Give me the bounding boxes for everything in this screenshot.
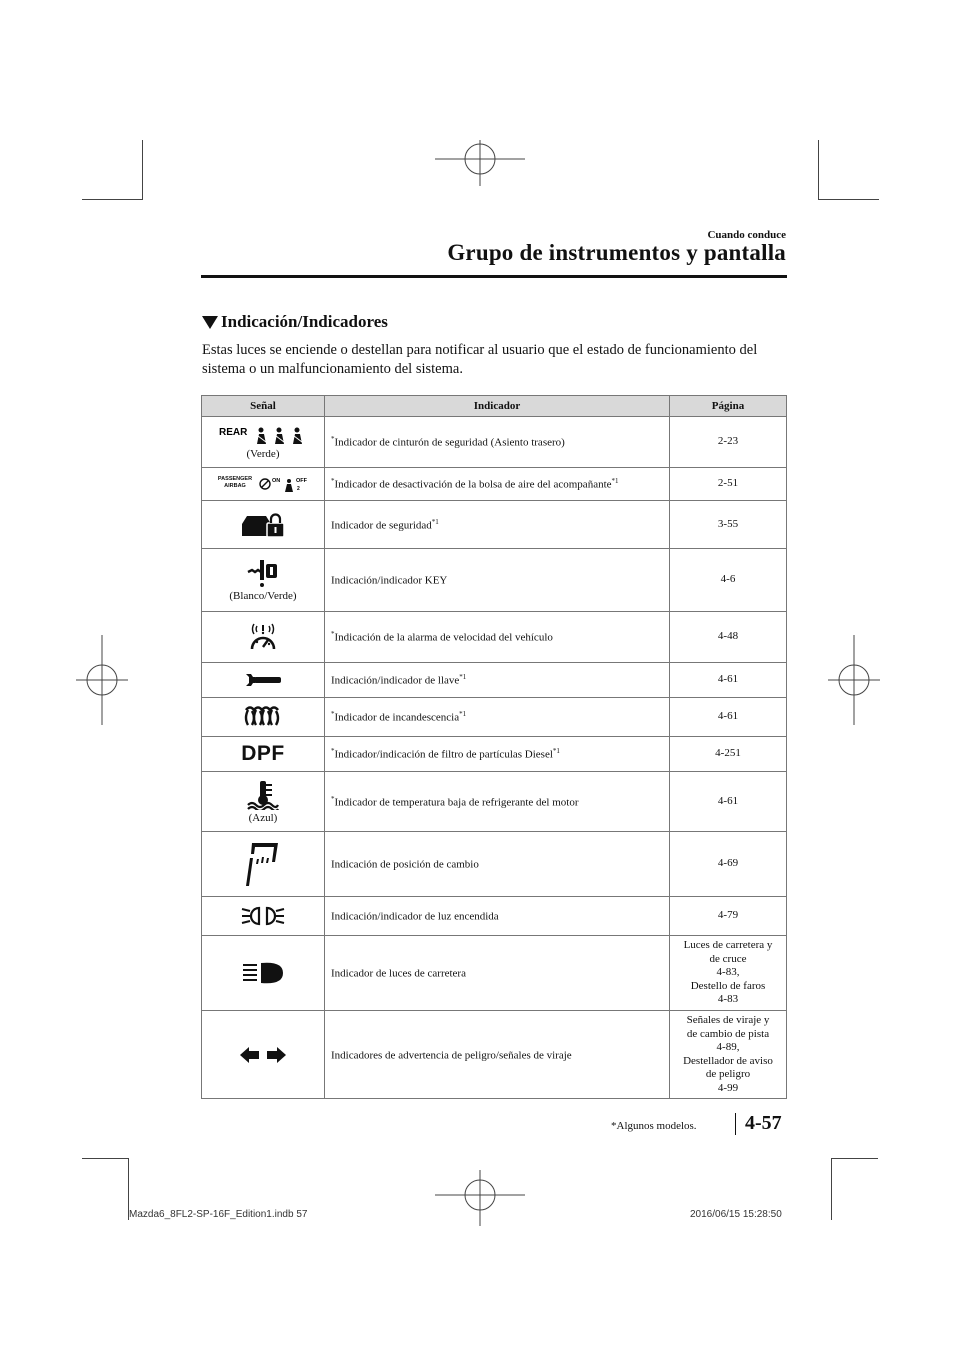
dpf-icon: DPF	[241, 742, 285, 765]
indicator-text: Indicación de la alarma de velocidad del vehículo	[334, 631, 553, 644]
registration-mark-left	[76, 635, 128, 725]
header-page: Página	[670, 396, 787, 417]
security-lock-icon	[240, 512, 286, 538]
print-file-name: Mazda6_8FL2-SP-16F_Edition1.indb 57	[129, 1209, 308, 1220]
signal-caption: (Blanco/Verde)	[229, 590, 297, 602]
indicator-text: Indicador de temperatura baja de refrigerante del motor	[334, 796, 579, 809]
page-ref: 2-51	[670, 468, 787, 501]
page-number: 4-57	[745, 1112, 782, 1134]
indicator-text: Indicación de posición de cambio	[331, 858, 479, 871]
registration-mark-top	[435, 140, 525, 186]
signal-caption: (Azul)	[248, 811, 278, 824]
registration-mark-right	[828, 635, 880, 725]
page-ref: 4-61	[670, 663, 787, 698]
passenger-airbag-icon: PASSENGER AIRBAG ON OFF 2	[217, 476, 307, 492]
table-row: Indicación/indicador de llave$^{*1}$ 4-61	[202, 663, 787, 698]
table-row	[202, 832, 787, 897]
table-row: *Indicador de incandescencia$^{*1}$ 4-61	[202, 698, 787, 737]
indicator-text: Indicador/indicación de filtro de partículas Diesel	[334, 748, 553, 761]
section-title: Indicación/Indicadores	[221, 312, 388, 331]
signal-caption: (Verde)	[246, 448, 280, 460]
svg-text:OFF: OFF	[296, 478, 307, 484]
indicator-text: Indicadores de advertencia de peligro/señales de viraje	[331, 1049, 572, 1062]
key-warning-icon	[246, 558, 280, 588]
indicator-text: Indicación/indicador KEY	[331, 574, 448, 587]
chapter-title: Grupo de instrumentos y pantalla	[447, 240, 786, 265]
indicator-text: Indicación/indicador de llave	[331, 674, 460, 687]
indicator-text: Indicación/indicador de luz encendida	[331, 910, 499, 923]
table-row: (Azul) *Indicador de temperatura baja de refrigerante del motor 4-61	[202, 772, 787, 832]
shift-position-icon	[244, 840, 282, 888]
page-ref: 2-23	[670, 417, 787, 468]
table-header-row	[202, 396, 787, 417]
indicator-text: Indicador de incandescencia	[334, 711, 460, 724]
header-rule	[201, 275, 787, 278]
wrench-icon	[243, 671, 283, 689]
page-ref: 4-6	[670, 549, 787, 612]
indicator-text: Indicador de seguridad	[331, 519, 432, 532]
indicator-text: Indicador de luces de carretera	[331, 967, 466, 980]
table-row: DPF *Indicador/indicación de filtro de partículas Diesel$^{*1}$ 4-251	[202, 737, 787, 772]
page-ref: 4-69	[670, 832, 787, 897]
registration-mark-bottom	[435, 1170, 525, 1226]
page-ref: 4-48	[670, 612, 787, 663]
speed-alarm-icon	[245, 622, 281, 652]
page-ref: 4-79	[670, 897, 787, 936]
table-row: PASSENGER AIRBAG ON OFF 2 *Indicador de desactivación de la bolsa de aire del acompañante$^{*1}$ 2-51	[202, 468, 787, 501]
page-ref: 4-251	[670, 737, 787, 772]
page-number-rule	[735, 1113, 736, 1135]
table-row	[202, 897, 787, 936]
svg-text:ON: ON	[272, 478, 281, 484]
indicator-table	[201, 395, 787, 1099]
table-row	[202, 936, 787, 1011]
page-ref: Señales de viraje y de cambio de pista 4-89, Destellador de aviso de peligro 4-99	[670, 1011, 787, 1099]
header-signal: Señal	[202, 396, 325, 417]
rear-seatbelt-icon	[219, 424, 307, 446]
svg-text:2: 2	[297, 486, 300, 492]
high-beam-icon	[241, 961, 285, 985]
footnote-some-models: *Algunos modelos.	[611, 1120, 697, 1132]
table-row: Indicador de seguridad$^{*1}$ 3-55	[202, 501, 787, 549]
indicator-text: Indicador de cinturón de seguridad (Asiento trasero)	[334, 436, 565, 449]
triangle-bullet-icon	[202, 316, 218, 329]
print-timestamp: 2016/06/15 15:28:50	[690, 1209, 782, 1220]
indicator-text: Indicador de desactivación de la bolsa de aire del acompañante	[334, 478, 612, 491]
glow-plug-icon	[243, 706, 283, 728]
lights-on-icon	[240, 905, 286, 927]
page-ref: Luces de carretera y de cruce 4-83, Destello de faros 4-83	[670, 936, 787, 1011]
chapter-label: Cuando conduce	[707, 229, 786, 241]
page-ref: 4-61	[670, 772, 787, 832]
header-indicator: Indicador	[325, 396, 670, 417]
coolant-temp-icon	[246, 780, 280, 810]
section-heading	[202, 312, 388, 332]
table-row	[202, 549, 787, 612]
turn-signal-icon	[238, 1045, 288, 1065]
page-ref: 3-55	[670, 501, 787, 549]
svg-text:REAR: REAR	[219, 427, 248, 438]
section-intro: Estas luces se enciende o destellan para notificar al usuario que el estado de funcionamiento del sistema o un malfuncionamiento del sistema.	[202, 342, 758, 377]
table-row	[202, 1011, 787, 1099]
page-ref: 4-61	[670, 698, 787, 737]
table-row: *Indicación de la alarma de velocidad del vehículo 4-48	[202, 612, 787, 663]
table-row: REAR (Verde) *Indicador de cinturón de seguridad (Asiento trasero) 2-23	[202, 417, 787, 468]
